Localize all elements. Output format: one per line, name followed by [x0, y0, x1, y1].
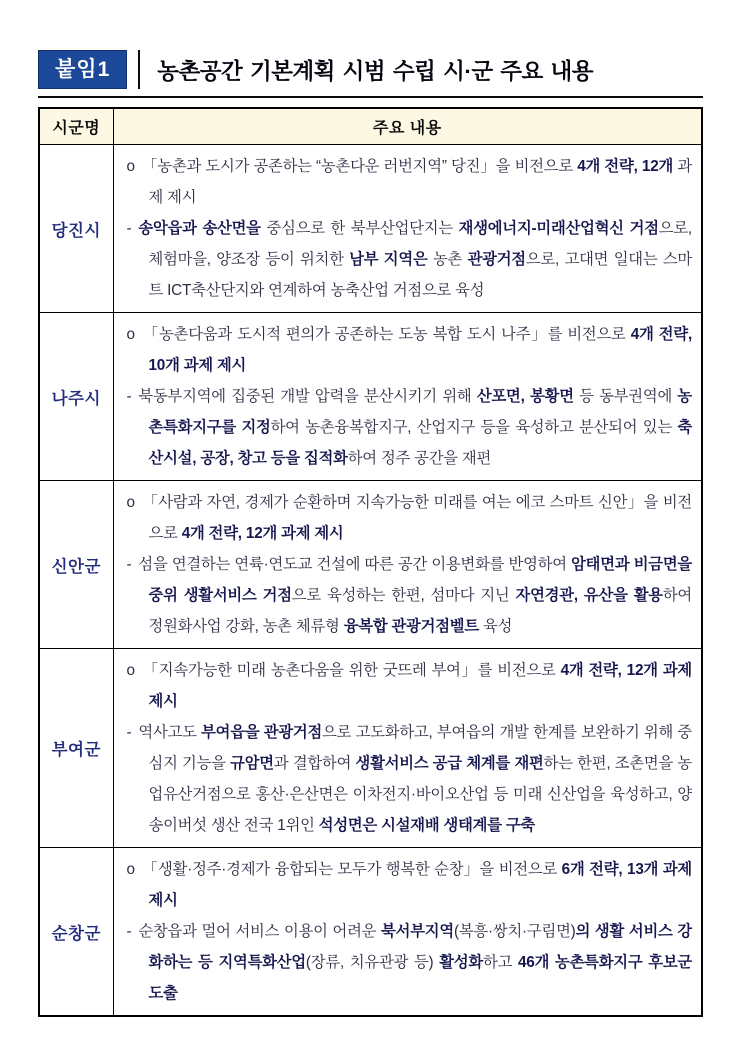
district-summary — [113, 649, 702, 848]
bullet-item — [127, 487, 693, 549]
bullet-item — [127, 655, 693, 717]
emphasis-text: 석성면은 시설재배 생태계를 구축 — [318, 817, 536, 834]
emphasis-text: 4개 전략, 10개 과제 제시 — [148, 326, 693, 374]
district-summary — [113, 145, 702, 313]
emphasis-text: 북서부지역 — [381, 923, 454, 940]
body-text: 중심으로 한 북부산업단지는 — [260, 220, 459, 237]
district-name: 부여군 — [39, 649, 113, 848]
district-name: 신안군 — [39, 481, 113, 649]
table-header-row — [39, 108, 702, 145]
body-text: 「지속가능한 미래 농촌다움을 위한 굿뜨레 부여」를 비전으로 — [141, 662, 561, 679]
body-text: 과 결합하여 — [273, 755, 356, 772]
bullet-marker: - — [126, 388, 132, 405]
body-text: 으로 육성하는 한편, 섬마다 지닌 — [291, 587, 516, 604]
district-summary — [113, 481, 702, 649]
body-text: 과제 제시 — [148, 158, 692, 206]
emphasis-text: 농촌특화지구를 지정 — [148, 388, 692, 436]
body-text: (복흥·쌍치·구림면) — [453, 923, 576, 940]
body-text: 육성 — [478, 618, 513, 635]
body-text: 으로 고도화하고, 부여읍의 개발 한계를 보완하기 위해 중심지 기능을 — [148, 724, 693, 772]
body-text: 섬을 연결하는 연륙·연도교 건설에 따른 공간 이용변화를 반영하여 — [138, 556, 572, 573]
bullet-marker: - — [126, 556, 132, 573]
body-text: 순창읍과 멀어 서비스 이용이 어려운 — [138, 923, 382, 940]
bullet-marker: - — [126, 923, 132, 940]
emphasis-text: 4개 전략, 12개 — [577, 158, 674, 175]
bullet-marker: - — [126, 220, 132, 237]
body-text: (장류, 치유관광 등) — [305, 954, 440, 971]
body-text: 「사람과 자연, 경제가 순환하며 지속가능한 미래를 여는 에코 스마트 신안」을 비전으로 — [141, 494, 692, 542]
bullet-marker: o — [126, 158, 135, 175]
bullet-marker: o — [126, 662, 135, 679]
emphasis-text: 재생에너지-미래산업혁신 거점 — [458, 220, 659, 237]
body-text: 하여 정주 공간을 재편 — [347, 450, 492, 467]
body-text: 「농촌과 도시가 공존하는 “농촌다운 러번지역” 당진」을 비전으로 — [141, 158, 578, 175]
emphasis-text: 남부 지역은 — [349, 251, 428, 268]
attachment-badge: 붙임1 — [38, 50, 127, 89]
table-row — [39, 145, 702, 313]
table-row — [39, 481, 702, 649]
district-name: 당진시 — [39, 145, 113, 313]
body-text: 하여 농촌융복합지구, 산업지구 등을 육성하고 분산되어 있는 — [270, 419, 678, 436]
table-row — [39, 313, 702, 481]
emphasis-text: 산포면, 봉황면 — [476, 388, 574, 405]
bullet-marker: o — [126, 326, 135, 343]
bullet-item — [127, 854, 693, 916]
column-header-content: 주요 내용 — [113, 108, 702, 145]
summary-table — [38, 107, 703, 1017]
body-text: 역사고도 — [138, 724, 202, 741]
emphasis-text: 의 생활 서비스 강화하는 등 지역특화산업 — [148, 923, 692, 971]
bullet-item — [127, 381, 693, 474]
bullet-item — [127, 717, 693, 841]
body-text: 「생활·정주·경제가 융합되는 모두가 행복한 순창」을 비전으로 — [141, 861, 562, 878]
emphasis-text: 활성화 — [439, 954, 483, 971]
body-text: 으로, 고대면 일대는 스마트 ICT축산단지와 연계하여 농축산업 거점으로 육성 — [148, 251, 693, 299]
bullet-item — [127, 916, 693, 1009]
bullet-marker: o — [126, 494, 135, 511]
emphasis-text: 축산시설, 공장, 창고 등을 집적화 — [148, 419, 692, 467]
emphasis-text: 규암면 — [230, 755, 274, 772]
emphasis-text: 6개 전략, 13개 과제 제시 — [148, 861, 692, 909]
district-summary — [113, 848, 702, 1017]
body-text: 하는 한편, 조촌면을 농업유산거점으로 홍산·은산면은 이차전지·바이오산업 등 미래 신산업을 육성하고, 양송이버섯 생산 전국 1위인 — [148, 755, 693, 834]
district-name: 나주시 — [39, 313, 113, 481]
emphasis-text: 암태면과 비금면을 중위 생활서비스 거점 — [148, 556, 693, 604]
emphasis-text: 자연경관, 유산을 활용 — [515, 587, 663, 604]
body-text: 등 동부권역에 — [573, 388, 678, 405]
document-header — [38, 50, 703, 98]
column-header-district: 시군명 — [39, 108, 113, 145]
bullet-item — [127, 213, 693, 306]
emphasis-text: 송악읍과 송산면을 — [138, 220, 261, 237]
bullet-marker: - — [126, 724, 132, 741]
body-text: 농촌 — [427, 251, 468, 268]
body-text: 으로, 체험마을, 양조장 등이 위치한 — [148, 220, 692, 268]
emphasis-text: 46개 농촌특화지구 후보군 도출 — [148, 954, 693, 1002]
bullet-item — [127, 549, 693, 642]
page-title: 농촌공간 기본계획 시범 수립 시·군 주요 내용 — [157, 58, 593, 84]
title-box — [138, 50, 703, 89]
body-text: 하고 — [483, 954, 518, 971]
table-row — [39, 649, 702, 848]
bullet-item — [127, 151, 693, 213]
emphasis-text: 부여읍을 관광거점 — [201, 724, 323, 741]
body-text: 「농촌다움과 도시적 편의가 공존하는 도농 복합 도시 나주」를 비전으로 — [141, 326, 631, 343]
bullet-item — [127, 319, 693, 381]
bullet-marker: o — [126, 861, 135, 878]
table-row — [39, 848, 702, 1017]
body-text: 북동부지역에 집중된 개발 압력을 분산시키기 위해 — [138, 388, 477, 405]
district-summary — [113, 313, 702, 481]
district-name: 순창군 — [39, 848, 113, 1017]
body-text: 하여 정원화사업 강화, 농촌 체류형 — [148, 587, 693, 635]
emphasis-text: 관광거점 — [467, 251, 526, 268]
emphasis-text: 4개 전략, 12개 과제 제시 — [181, 525, 344, 542]
emphasis-text: 생활서비스 공급 체계를 재편 — [355, 755, 544, 772]
emphasis-text: 4개 전략, 12개 과제 제시 — [148, 662, 692, 710]
emphasis-text: 융복합 관광거점벨트 — [343, 618, 479, 635]
